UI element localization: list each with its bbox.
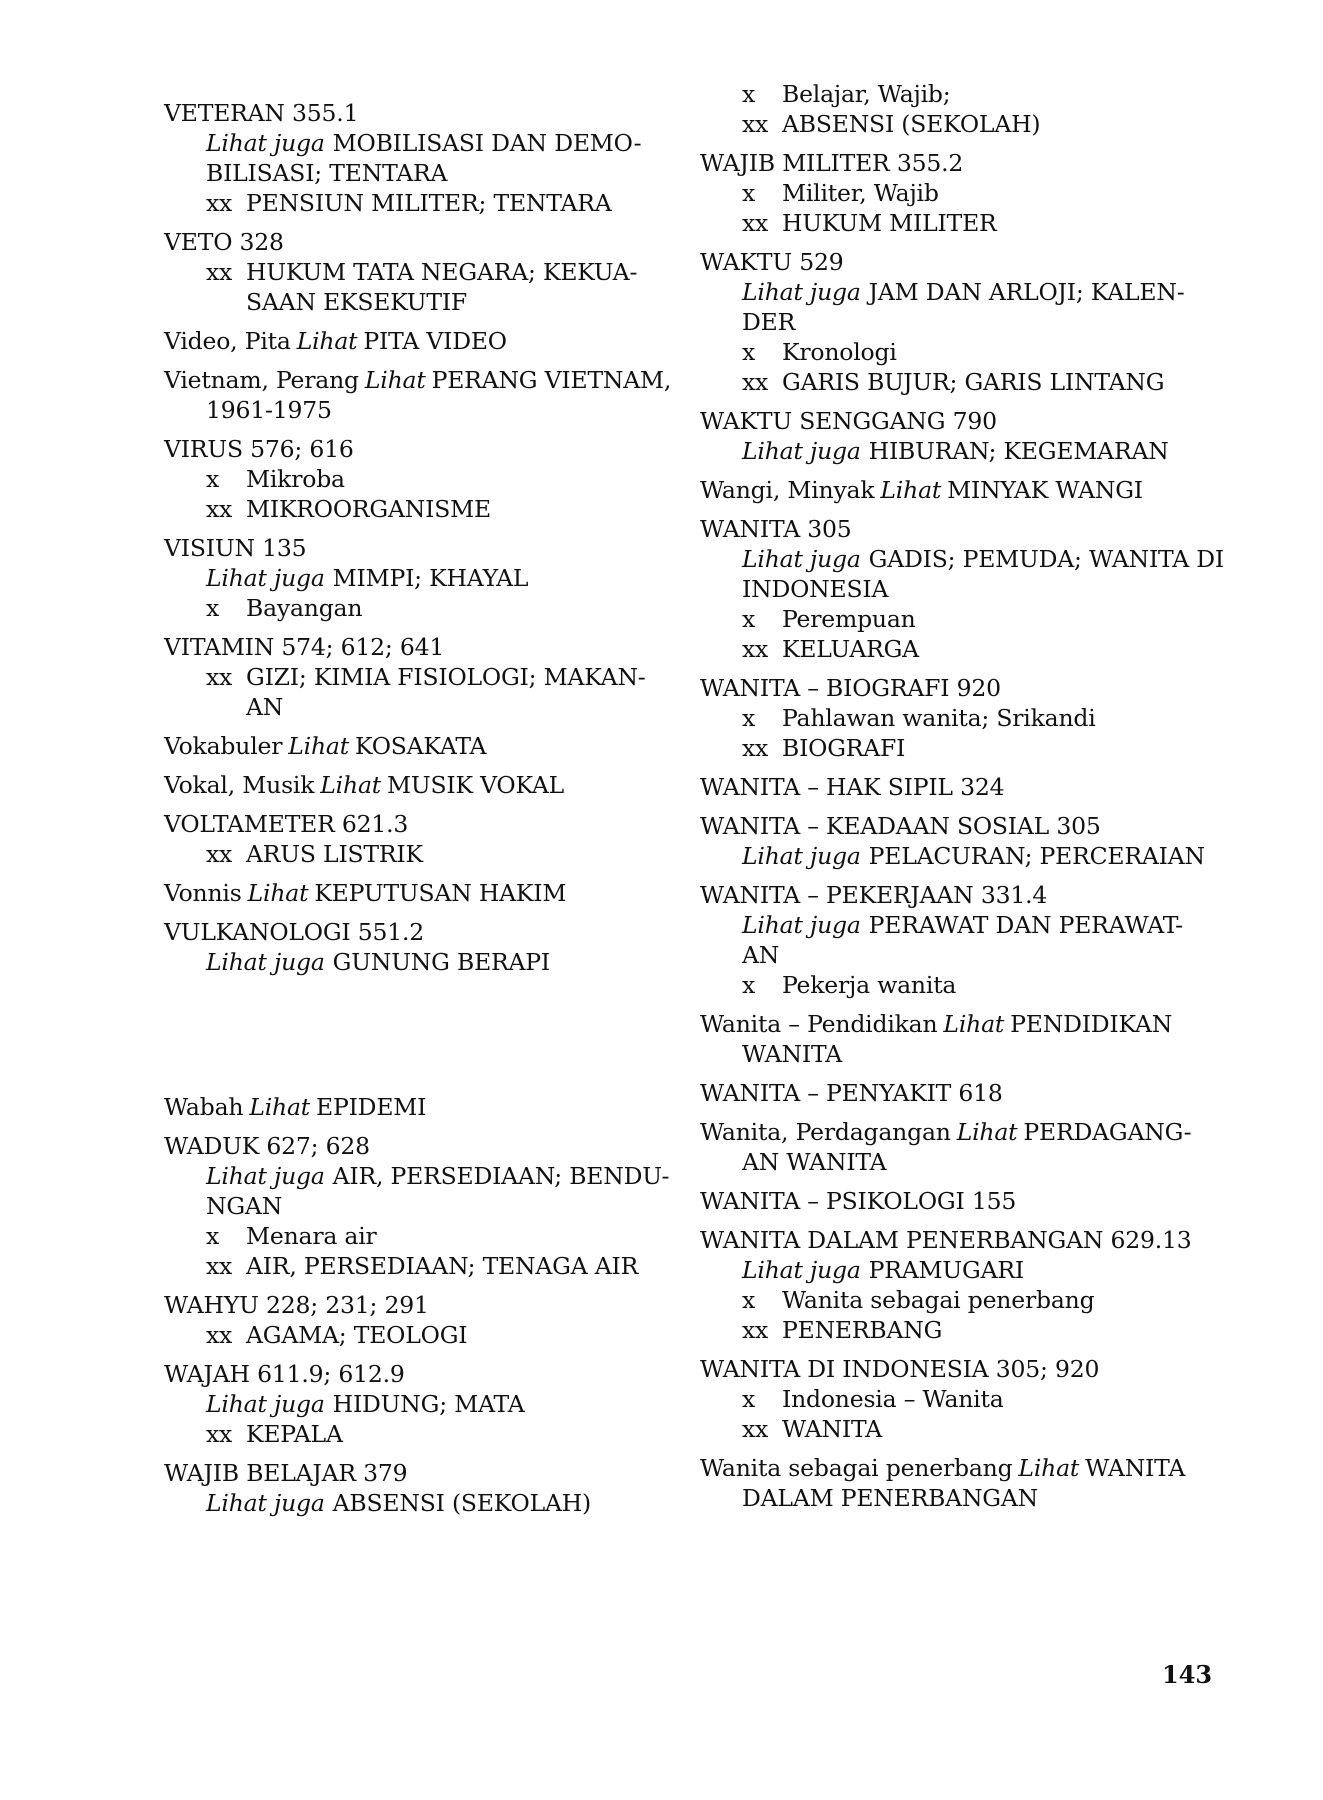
index-entry bbox=[164, 533, 674, 623]
see-also-line bbox=[700, 544, 1224, 574]
lihat-juga-label: Lihat juga bbox=[742, 1256, 861, 1284]
related-term-line bbox=[700, 367, 1210, 397]
entry-heading: WAKTU SENGGANG 790 bbox=[700, 407, 997, 435]
lihat-juga-label: Lihat juga bbox=[206, 1162, 325, 1190]
lihat-label: Lihat bbox=[1018, 1454, 1080, 1482]
index-entry bbox=[700, 79, 1210, 139]
lihat-label: Lihat bbox=[288, 732, 349, 760]
see-reference bbox=[164, 326, 674, 356]
xx-marker: xx bbox=[206, 840, 233, 868]
see-target: PITA VIDEO bbox=[363, 327, 507, 355]
see-also-terms: AN bbox=[742, 941, 780, 969]
see-target: KOSAKATA bbox=[354, 732, 487, 760]
see-target-continuation: AN WANITA bbox=[742, 1148, 887, 1176]
see-target: MUSIK VOKAL bbox=[387, 771, 565, 799]
index-entry bbox=[700, 247, 1210, 397]
index-entry bbox=[164, 809, 674, 869]
see-also-terms: INDONESIA bbox=[742, 575, 889, 603]
see-also-line bbox=[164, 947, 674, 977]
related-term: KELUARGA bbox=[782, 635, 919, 663]
see-also-terms: HIBURAN; KEGEMARAN bbox=[868, 437, 1169, 465]
see-also-line bbox=[700, 1255, 1210, 1285]
x-marker: x bbox=[742, 338, 756, 366]
related-term-line bbox=[164, 662, 674, 692]
related-term: WANITA bbox=[782, 1415, 882, 1443]
see-target: WANITA bbox=[1085, 1454, 1186, 1482]
used-for-line bbox=[164, 593, 674, 623]
used-for-term: Kronologi bbox=[782, 338, 897, 366]
x-marker: x bbox=[742, 179, 756, 207]
lihat-label: Lihat bbox=[249, 1093, 311, 1121]
see-also-terms: MOBILISASI DAN DEMO- bbox=[332, 129, 642, 157]
index-entry bbox=[164, 98, 674, 218]
see-term: Vokal, Musik bbox=[164, 771, 315, 799]
see-also-terms: PELACURAN; PERCERAIAN bbox=[868, 842, 1205, 870]
see-term: Video, Pita bbox=[164, 327, 291, 355]
see-also-terms: GADIS; PEMUDA; WANITA DI bbox=[868, 545, 1224, 573]
see-term: Wanita – Pendidikan bbox=[700, 1010, 938, 1038]
used-for-term: Perempuan bbox=[782, 605, 916, 633]
entry-heading: WANITA – KEADAAN SOSIAL 305 bbox=[700, 812, 1101, 840]
used-for-term: Bayangan bbox=[246, 594, 363, 622]
index-entry bbox=[700, 880, 1210, 1000]
index-entry bbox=[700, 1078, 1210, 1108]
lihat-label: Lihat bbox=[296, 327, 358, 355]
index-entry bbox=[700, 1453, 1210, 1513]
entry-heading: WANITA – PSIKOLOGI 155 bbox=[700, 1187, 1017, 1215]
see-also-line bbox=[164, 1191, 674, 1221]
index-entry bbox=[700, 772, 1210, 802]
lihat-juga-label: Lihat juga bbox=[206, 1489, 325, 1517]
related-term-line bbox=[164, 692, 674, 722]
entry-heading: VULKANOLOGI 551.2 bbox=[164, 918, 425, 946]
xx-marker: xx bbox=[742, 1415, 769, 1443]
see-also-terms: JAM DAN ARLOJI; KALEN- bbox=[868, 278, 1185, 306]
used-for-term: Pekerja wanita bbox=[782, 971, 957, 999]
lihat-label: Lihat bbox=[247, 879, 309, 907]
related-term-line bbox=[164, 1251, 674, 1281]
see-also-line bbox=[164, 158, 674, 188]
see-also-terms: PRAMUGARI bbox=[868, 1256, 1024, 1284]
entry-heading: WAJIB BELAJAR 379 bbox=[164, 1459, 408, 1487]
entry-heading: WANITA 305 bbox=[700, 515, 852, 543]
see-target-continuation: 1961-1975 bbox=[206, 396, 332, 424]
index-entry bbox=[164, 1092, 674, 1122]
lihat-juga-label: Lihat juga bbox=[206, 1390, 325, 1418]
lihat-juga-label: Lihat juga bbox=[742, 278, 861, 306]
related-term-line bbox=[164, 839, 674, 869]
see-reference bbox=[700, 475, 1210, 505]
see-target: KEPUTUSAN HAKIM bbox=[314, 879, 567, 907]
related-term-line bbox=[164, 257, 674, 287]
see-also-terms: MIMPI; KHAYAL bbox=[332, 564, 529, 592]
entry-heading: WANITA – BIOGRAFI 920 bbox=[700, 674, 1001, 702]
xx-marker: xx bbox=[742, 635, 769, 663]
see-also-terms: ABSENSI (SEKOLAH) bbox=[332, 1489, 592, 1517]
see-reference bbox=[164, 1092, 674, 1122]
related-term: AN bbox=[246, 693, 284, 721]
entry-heading: WANITA – PENYAKIT 618 bbox=[700, 1079, 1003, 1107]
entry-heading: WANITA DI INDONESIA 305; 920 bbox=[700, 1355, 1100, 1383]
x-marker: x bbox=[742, 1286, 756, 1314]
related-term: BIOGRAFI bbox=[782, 734, 906, 762]
see-term: Vonnis bbox=[164, 879, 242, 907]
index-entry bbox=[164, 917, 674, 977]
see-target: PENDIDIKAN bbox=[1010, 1010, 1173, 1038]
index-entry bbox=[164, 1290, 674, 1350]
related-term: GARIS BUJUR; GARIS LINTANG bbox=[782, 368, 1165, 396]
index-entry bbox=[700, 148, 1210, 238]
index-entry bbox=[164, 878, 674, 908]
related-term: GIZI; KIMIA FISIOLOGI; MAKAN- bbox=[246, 663, 646, 691]
see-also-terms: BILISASI; TENTARA bbox=[206, 159, 448, 187]
see-also-line bbox=[164, 563, 674, 593]
index-entry bbox=[164, 632, 674, 722]
lihat-label: Lihat bbox=[943, 1010, 1005, 1038]
x-marker: x bbox=[742, 1385, 756, 1413]
used-for-line bbox=[700, 970, 1210, 1000]
related-term-line bbox=[700, 634, 1210, 664]
x-marker: x bbox=[742, 971, 756, 999]
related-term: SAAN EKSEKUTIF bbox=[246, 288, 468, 316]
used-for-line bbox=[700, 79, 1210, 109]
lihat-juga-label: Lihat juga bbox=[742, 842, 861, 870]
xx-marker: xx bbox=[206, 1321, 233, 1349]
index-entry bbox=[700, 1117, 1210, 1177]
xx-marker: xx bbox=[206, 495, 233, 523]
see-also-terms: NGAN bbox=[206, 1192, 283, 1220]
see-also-line bbox=[700, 307, 1210, 337]
see-target: PERANG VIETNAM, bbox=[431, 366, 672, 394]
see-also-terms: GUNUNG BERAPI bbox=[332, 948, 550, 976]
index-entry bbox=[164, 434, 674, 524]
related-term-line bbox=[164, 1320, 674, 1350]
index-entry bbox=[700, 475, 1210, 505]
xx-marker: xx bbox=[742, 110, 769, 138]
related-term: PENERBANG bbox=[782, 1316, 943, 1344]
related-term: PENSIUN MILITER; TENTARA bbox=[246, 189, 612, 217]
entry-heading: WAJAH 611.9; 612.9 bbox=[164, 1360, 405, 1388]
see-also-line bbox=[164, 1389, 674, 1419]
related-term-line bbox=[700, 733, 1210, 763]
index-entry bbox=[164, 1131, 674, 1281]
entry-heading: VETERAN 355.1 bbox=[164, 99, 359, 127]
x-marker: x bbox=[742, 80, 756, 108]
see-reference bbox=[164, 731, 674, 761]
related-term: KEPALA bbox=[246, 1420, 343, 1448]
see-also-line bbox=[164, 128, 674, 158]
used-for-term: Militer, Wajib bbox=[782, 179, 939, 207]
entry-heading: VISIUN 135 bbox=[164, 534, 307, 562]
index-entry bbox=[700, 811, 1210, 871]
see-term: Wabah bbox=[164, 1093, 244, 1121]
entry-heading: WADUK 627; 628 bbox=[164, 1132, 370, 1160]
used-for-term: Indonesia – Wanita bbox=[782, 1385, 1004, 1413]
related-term-line bbox=[700, 1414, 1210, 1444]
see-reference bbox=[700, 1453, 1210, 1483]
xx-marker: xx bbox=[206, 663, 233, 691]
lihat-juga-label: Lihat juga bbox=[206, 948, 325, 976]
see-target: PERDAGANG- bbox=[1023, 1118, 1192, 1146]
see-target-continuation: DALAM PENERBANGAN bbox=[742, 1484, 1039, 1512]
index-entry bbox=[700, 406, 1210, 466]
index-entry bbox=[700, 673, 1210, 763]
see-also-line bbox=[700, 277, 1210, 307]
used-for-term: Belajar, Wajib; bbox=[782, 80, 951, 108]
index-entry bbox=[164, 1458, 674, 1518]
see-also-line bbox=[164, 1488, 674, 1518]
related-term-line bbox=[700, 1315, 1210, 1345]
see-reference bbox=[164, 365, 674, 395]
see-also-terms: AIR, PERSEDIAAN; BENDU- bbox=[332, 1162, 670, 1190]
section-gap bbox=[164, 986, 674, 1092]
see-reference bbox=[164, 770, 674, 800]
lihat-label: Lihat bbox=[880, 476, 942, 504]
entry-heading: WANITA DALAM PENERBANGAN 629.13 bbox=[700, 1226, 1192, 1254]
lihat-juga-label: Lihat juga bbox=[206, 129, 325, 157]
xx-marker: xx bbox=[742, 209, 769, 237]
see-also-line bbox=[700, 841, 1210, 871]
related-term-line bbox=[164, 1419, 674, 1449]
see-also-line bbox=[700, 574, 1210, 604]
entry-heading: WAKTU 529 bbox=[700, 248, 844, 276]
xx-marker: xx bbox=[206, 1252, 233, 1280]
used-for-line bbox=[700, 337, 1210, 367]
lihat-label: Lihat bbox=[320, 771, 381, 799]
xx-marker: xx bbox=[206, 258, 233, 286]
see-target: EPIDEMI bbox=[316, 1093, 427, 1121]
see-term: Vokabuler bbox=[164, 732, 283, 760]
related-term: ARUS LISTRIK bbox=[246, 840, 423, 868]
used-for-line bbox=[164, 464, 674, 494]
index-entry bbox=[164, 326, 674, 356]
entry-heading: WANITA – PEKERJAAN 331.4 bbox=[700, 881, 1048, 909]
see-target: MINYAK WANGI bbox=[947, 476, 1143, 504]
see-also-terms: HIDUNG; MATA bbox=[332, 1390, 525, 1418]
used-for-line bbox=[164, 1221, 674, 1251]
x-marker: x bbox=[742, 605, 756, 633]
lihat-label: Lihat bbox=[956, 1118, 1018, 1146]
see-term: Wanita, Perdagangan bbox=[700, 1118, 951, 1146]
used-for-line bbox=[700, 1384, 1210, 1414]
x-marker: x bbox=[206, 1222, 220, 1250]
lihat-juga-label: Lihat juga bbox=[742, 545, 861, 573]
related-term-line bbox=[164, 188, 674, 218]
left-column bbox=[164, 98, 674, 1527]
see-term: Wanita sebagai penerbang bbox=[700, 1454, 1013, 1482]
lihat-label: Lihat bbox=[364, 366, 426, 394]
entry-heading: VETO 328 bbox=[164, 228, 284, 256]
index-entry bbox=[700, 1225, 1210, 1345]
entry-heading: VITAMIN 574; 612; 641 bbox=[164, 633, 445, 661]
see-reference bbox=[164, 878, 674, 908]
right-column bbox=[700, 79, 1224, 1522]
related-term-line bbox=[164, 494, 674, 524]
index-entry bbox=[164, 227, 674, 317]
xx-marker: xx bbox=[742, 1316, 769, 1344]
index-entry bbox=[700, 1354, 1210, 1444]
see-also-terms: PERAWAT DAN PERAWAT- bbox=[868, 911, 1183, 939]
used-for-line bbox=[700, 178, 1210, 208]
xx-marker: xx bbox=[742, 368, 769, 396]
see-also-terms: DER bbox=[742, 308, 796, 336]
see-reference bbox=[700, 1117, 1210, 1147]
x-marker: x bbox=[742, 704, 756, 732]
used-for-term: Mikroba bbox=[246, 465, 345, 493]
index-entry bbox=[700, 514, 1224, 664]
index-entry bbox=[164, 1359, 674, 1449]
index-entry bbox=[164, 770, 674, 800]
lihat-juga-label: Lihat juga bbox=[742, 437, 861, 465]
xx-marker: xx bbox=[206, 189, 233, 217]
entry-heading: WANITA – HAK SIPIL 324 bbox=[700, 773, 1005, 801]
used-for-term: Wanita sebagai penerbang bbox=[782, 1286, 1095, 1314]
related-term: AIR, PERSEDIAAN; TENAGA AIR bbox=[246, 1252, 639, 1280]
related-term: AGAMA; TEOLOGI bbox=[246, 1321, 468, 1349]
used-for-line bbox=[700, 703, 1210, 733]
related-term: ABSENSI (SEKOLAH) bbox=[782, 110, 1041, 138]
x-marker: x bbox=[206, 465, 220, 493]
index-entry bbox=[700, 1009, 1210, 1069]
related-term-line bbox=[164, 287, 674, 317]
related-term: HUKUM TATA NEGARA; KEKUA- bbox=[246, 258, 638, 286]
entry-heading: WAHYU 228; 231; 291 bbox=[164, 1291, 429, 1319]
see-term: Vietnam, Perang bbox=[164, 366, 359, 394]
entry-heading: WAJIB MILITER 355.2 bbox=[700, 149, 964, 177]
entry-heading: VOLTAMETER 621.3 bbox=[164, 810, 409, 838]
related-term: HUKUM MILITER bbox=[782, 209, 997, 237]
lihat-juga-label: Lihat juga bbox=[742, 911, 861, 939]
see-also-line bbox=[700, 910, 1210, 940]
used-for-line bbox=[700, 604, 1210, 634]
used-for-term: Menara air bbox=[246, 1222, 377, 1250]
xx-marker: xx bbox=[206, 1420, 233, 1448]
index-entry bbox=[700, 1186, 1210, 1216]
related-term-line bbox=[700, 208, 1210, 238]
x-marker: x bbox=[206, 594, 220, 622]
see-also-line bbox=[700, 436, 1210, 466]
see-also-line bbox=[700, 940, 1210, 970]
index-entry bbox=[164, 365, 674, 425]
entry-heading: VIRUS 576; 616 bbox=[164, 435, 354, 463]
xx-marker: xx bbox=[742, 734, 769, 762]
used-for-term: Pahlawan wanita; Srikandi bbox=[782, 704, 1096, 732]
page-number: 143 bbox=[1162, 1660, 1213, 1689]
related-term-line bbox=[700, 109, 1210, 139]
see-reference bbox=[700, 1009, 1210, 1039]
related-term: MIKROORGANISME bbox=[246, 495, 491, 523]
lihat-juga-label: Lihat juga bbox=[206, 564, 325, 592]
used-for-line bbox=[700, 1285, 1210, 1315]
index-entry bbox=[164, 731, 674, 761]
see-target-continuation: WANITA bbox=[742, 1040, 842, 1068]
see-term: Wangi, Minyak bbox=[700, 476, 875, 504]
see-also-line bbox=[164, 1161, 674, 1191]
